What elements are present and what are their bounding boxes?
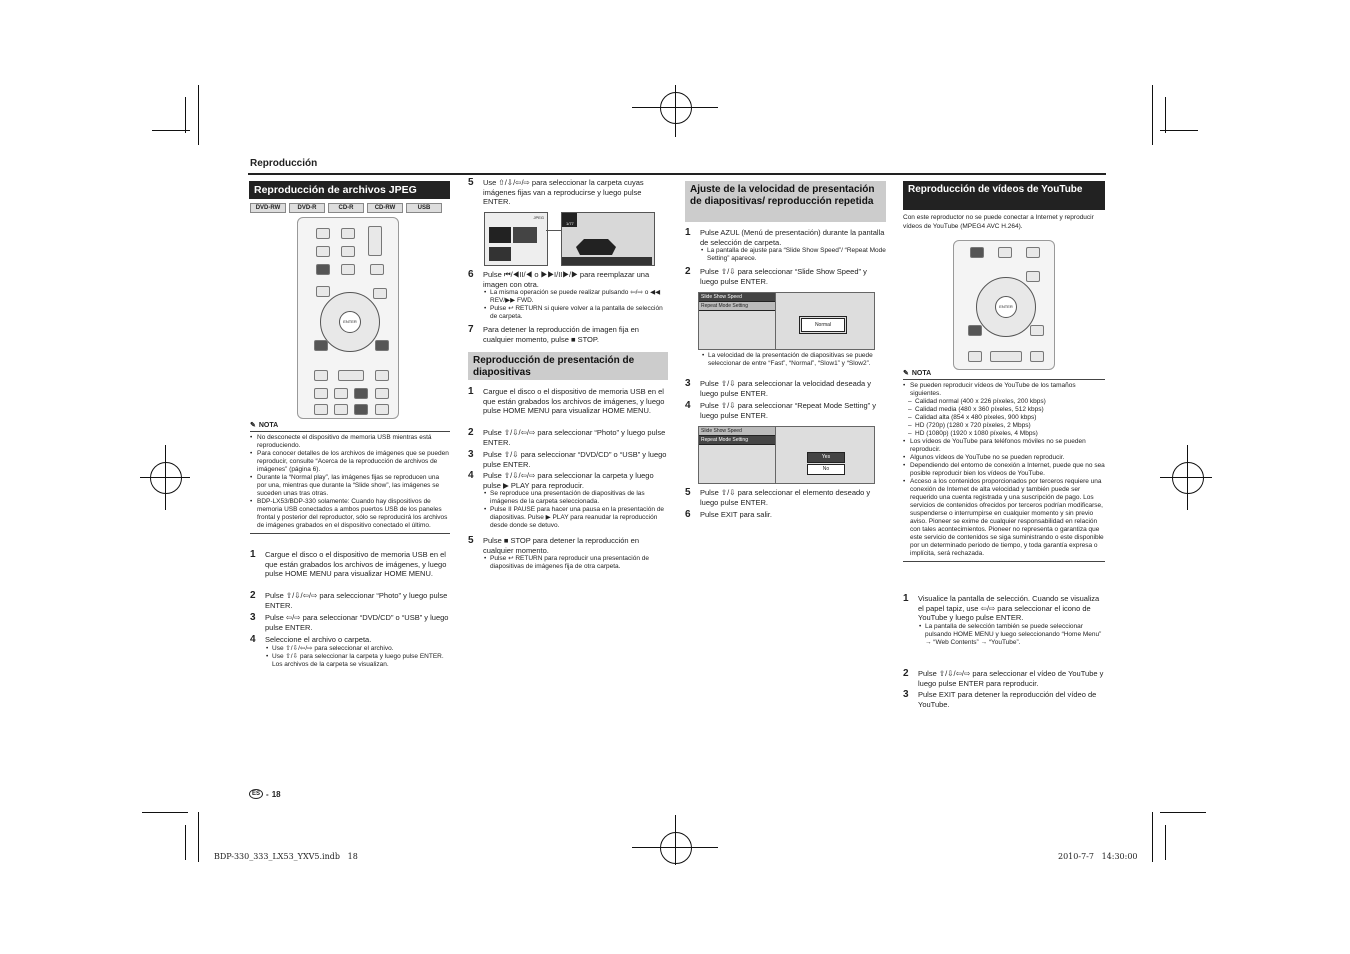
nota-item: • Acceso a los contenidos proporcionados por terceros requiere una conexión de Internet de alta velocidad y también puede ser requerido una cuenta registrada y una suscripción de pago. Los servicios de contenidos ofrecidos por terceros podrían modificarse, suspenderse o interrumpirse en cualquier momento y sin previo aviso. Pioneer se exime de cualquier responsabilidad en relación con tales acontecimientos. Pioneer no representa o garantiza que este servicio de contenidos se siga suministrando o este disponible por un determinado periodo de tiempo, y toda garantía expresa o implícita, será rechazada. [903, 478, 1105, 558]
jpeg-step-4: 4 Seleccione el archivo o carpeta. • Use ⇧/⇩/⇦/⇨ para seleccionar el archivo. • Use ⇧/⇩ para seleccionar la carpeta y luego pulse ENTER. Los archivos de la carpeta se visualizan. [250, 635, 450, 669]
badge-dvd-rw: DVD-RW [250, 203, 286, 213]
youtube-step-2: 2 Pulse ⇧/⇩/⇦/⇨ para seleccionar el vídeo de YouTube y luego pulse ENTER para reproducir. [903, 668, 1104, 688]
youtube-step-1: 1 Visualice la pantalla de selección. Cuando se visualiza el papel tapiz, use ⇦/⇨ para seleccionar el icono de YouTube y luego pulse ENTER. • La pantalla de selección también se puede seleccionar pulsando HOME MENU y luego seleccionando “Home Menu” → “Web Contents” → “YouTube”. [903, 594, 1105, 647]
page-section-label: Reproducción [250, 158, 318, 169]
nota-item: • Los vídeos de YouTube para teléfonos móviles no se pueden reproducir. [903, 438, 1105, 454]
speed-step-1: 1 Pulse AZUL (Menú de presentación) durante la pantalla de selección de carpeta. • La pantalla de ajuste para “Slide Show Speed”/ “Repeat Mode Setting” aparece. [685, 228, 887, 263]
slideshow-step-5: 5 Pulse ■ STOP para detener la reproducción en cualquier momento. • Pulse ↩ RETURN para reproducir una presentación de diapositivas de imágenes fija de otra carpeta. [468, 536, 668, 571]
slideshow-step-4: 4 Pulse ⇧/⇩/⇦/⇨ para seleccionar la carpeta y luego pulse ▶ PLAY para reproducir. • Se reproduce una presentación de diapositivas de las imágenes de la carpeta seleccionada. • Pulse II PAUSE para hacer una pausa en la presentación de diapositivas. Pulse ▶ PLAY para reanudar la reproducción desde donde se detuvo. [468, 471, 668, 530]
speed-settings-screen [698, 292, 875, 350]
slideshow-step-1: 1 Cargue el disco o el dispositivo de memoria USB en el que están grabados los archivos de imágenes, y luego pulse HOME MENU para visualizar HOME MENU. [468, 386, 665, 415]
badge-cd-rw: CD-RW [367, 203, 403, 213]
jpeg-step-2: 2 Pulse ⇧/⇩/⇦/⇨ para seleccionar “Photo” y luego pulse ENTER. [250, 590, 448, 610]
nota-item: • BDP-LX53/BDP-330 solamente: Cuando hay dispositivos de memoria USB conectados a ambos puertos USB de los paneles frontal y posterior del reproductor, sólo se reproducirá los archivos de imágenes grabados en el dispositivo conectado el último. [250, 498, 450, 530]
jpeg-step-1: 1 Cargue el disco o el dispositivo de memoria USB en el que están grabados los archivos de imágenes, y luego pulse HOME MENU para visualizar HOME MENU. [250, 549, 447, 578]
nota-item: • No desconecte el dispositivo de memoria USB mientras está reproduciendo. [250, 434, 450, 450]
speed-value: Normal [801, 318, 845, 332]
nota-jpeg [250, 422, 450, 534]
header-rule [248, 173, 1106, 175]
note-icon: ✎ [250, 422, 256, 429]
remote-illustration-youtube: ENTER [953, 240, 1055, 370]
size-item: – Calidad normal (400 x 226 píxeles, 200 kbps) [903, 398, 1105, 406]
remote-illustration [297, 217, 399, 419]
speed-step-2: 2 Pulse ⇧/⇩ para seleccionar “Slide Show Speed” y luego pulse ENTER. [685, 266, 867, 286]
menu-row-speed: Slide Show Speed [699, 427, 775, 436]
enter-key: ENTER [339, 311, 361, 333]
nota-item: • Se pueden reproducir vídeos de YouTube de los tamaños siguientes. [903, 382, 1105, 398]
nota-item: • Dependiendo del entorno de conexión a Internet, puede que no sea posible reproducir bien los vídeos de YouTube. [903, 462, 1105, 478]
bullet: • Use ⇧/⇩ para seleccionar la carpeta y luego pulse ENTER. Los archivos de la carpeta se visualizan. [272, 653, 450, 669]
menu-row-repeat: Repeat Mode Setting [699, 302, 775, 311]
size-item: – Calidad alta (854 x 480 píxeles, 900 kbps) [903, 414, 1105, 422]
bullet: • Se reproduce una presentación de diapositivas de las imágenes de la carpeta seleccionada. [490, 490, 668, 506]
slideshow-step-2: 2 Pulse ⇧/⇩/⇦/⇨ para seleccionar “Photo” y luego pulse ENTER. [468, 427, 666, 447]
repeat-option-no: No [807, 464, 845, 475]
nota-item: • Durante la “Normal play”, las imágenes fijas se reproducen una por una, mientras que durante la “Slide show”, las imágenes se suceden unas tras otras. [250, 474, 450, 498]
bullet: • Use ⇧/⇩/⇦/⇨ para seleccionar el archivo. [272, 645, 450, 653]
speed-options-note: • La velocidad de la presentación de diapositivas se puede seleccionar de entre “Fast”, “Normal”, “Slow1” y “Slow2”. [708, 352, 888, 368]
badge-cd-r: CD-R [328, 203, 364, 213]
youtube-intro: Con este reproductor no se puede conectar a Internet y reproducir vídeos de YouTube (MPEG4 AVC H.264). [903, 214, 1094, 230]
nota-youtube [903, 370, 1105, 562]
speed-step-3: 3 Pulse ⇧/⇩ para seleccionar la velocidad deseada y luego pulse ENTER. [685, 378, 871, 398]
badge-usb: USB [406, 203, 442, 213]
media-badges [250, 203, 442, 213]
speed-step-4: 4 Pulse ⇧/⇩ para seleccionar “Repeat Mode Setting” y luego pulse ENTER. [685, 400, 876, 420]
bullet: • Pulse ↩ RETURN si quiere volver a la pantalla de selección de carpeta. [490, 305, 668, 321]
language-badge: ES [249, 789, 263, 799]
nota-header: ✎ NOTA [250, 422, 450, 432]
jpeg-step-3: 3 Pulse ⇦/⇨ para seleccionar “DVD/CD” o “USB” y luego pulse ENTER. [250, 612, 449, 632]
repeat-option-yes: Yes [807, 452, 845, 463]
bullet: • La misma operación se puede realizar pulsando ⇦/⇨ o ◀◀ REV/▶▶ FWD. [490, 289, 668, 305]
heading-slideshow: Reproducción de presentación de diapositivas [468, 352, 668, 380]
folder-thumbnail-illustration: JPEG 1/77 [484, 212, 654, 264]
jpeg-step-6: 6 Pulse ⏮/◀II/◀ o ▶▶I/II▶/▶ para reemplazar una imagen con otra. • La misma operación se puede realizar pulsando ⇦/⇨ o ◀◀ REV/▶▶ FWD. • Pulse ↩ RETURN si quiere volver a la pantalla de selección de carpeta. [468, 270, 668, 321]
size-item: – HD (1080p) (1920 x 1080 píxeles, 4 Mbps) [903, 430, 1105, 438]
bullet: • Pulse ↩ RETURN para reproducir una presentación de diapositivas de imágenes fija de otra carpeta. [490, 555, 668, 571]
heading-youtube: Reproducción de vídeos de YouTube [903, 181, 1105, 210]
bullet: • Pulse II PAUSE para hacer una pausa en la presentación de diapositivas. Pulse ▶ PLAY para reanudar la reproducción desde donde se detuvo. [490, 506, 668, 530]
heading-jpeg: Reproducción de archivos JPEG [249, 181, 450, 199]
bullet: • La pantalla de ajuste para “Slide Show Speed”/ “Repeat Mode Setting” aparece. [707, 247, 887, 263]
footer-timestamp: 2010-7-7 14:30:00 [1058, 852, 1138, 861]
size-item: – Calidad media (480 x 360 píxeles, 512 kbps) [903, 406, 1105, 414]
repeat-settings-screen [698, 426, 875, 484]
page-number: ES - 18 [249, 789, 281, 799]
menu-row-repeat: Repeat Mode Setting [699, 436, 775, 445]
note-icon: ✎ [903, 370, 909, 377]
nota-item: • Para conocer detalles de los archivos de imágenes que se pueden reproducir, consulte “Acerca de la reproducción de archivos de imágenes” (página 6). [250, 450, 450, 474]
speed-step-5: 5 Pulse ⇧/⇩ para seleccionar el elemento deseado y luego pulse ENTER. [685, 487, 871, 507]
nota-item: • Algunos vídeos de YouTube no se pueden reproducir. [903, 454, 1105, 462]
heading-speed-repeat: Ajuste de la velocidad de presentación de diapositivas/ reproducción repetida [685, 181, 886, 222]
youtube-step-3: 3 Pulse EXIT para detener la reproducción del vídeo de YouTube. [903, 689, 1097, 709]
jpeg-step-7: 7 Para detener la reproducción de imagen fija en cualquier momento, pulse ■ STOP. [468, 324, 639, 344]
bullet: • La pantalla de selección también se puede seleccionar pulsando HOME MENU y luego seleccionando “Home Menu” → “Web Contents” → “YouTube”. [925, 623, 1105, 647]
size-item: – HD (720p) (1280 x 720 píxeles, 2 Mbps) [903, 422, 1105, 430]
menu-row-speed: Slide Show Speed [699, 293, 775, 302]
footer-file-info: BDP-330_333_LX53_YXV5.indb 18 [214, 852, 358, 861]
jpeg-step-5: 5 Use ⇧/⇩/⇦/⇨ para seleccionar la carpeta cuyas imágenes fijas van a reproducirse y luego pulse ENTER. [468, 177, 644, 206]
slideshow-step-3: 3 Pulse ⇧/⇩ para seleccionar “DVD/CD” o “USB” y luego pulse ENTER. [468, 449, 667, 469]
nota-header: ✎ NOTA [903, 370, 1105, 380]
badge-dvd-r: DVD-R [289, 203, 325, 213]
speed-step-6: 6 Pulse EXIT para salir. [685, 509, 772, 520]
